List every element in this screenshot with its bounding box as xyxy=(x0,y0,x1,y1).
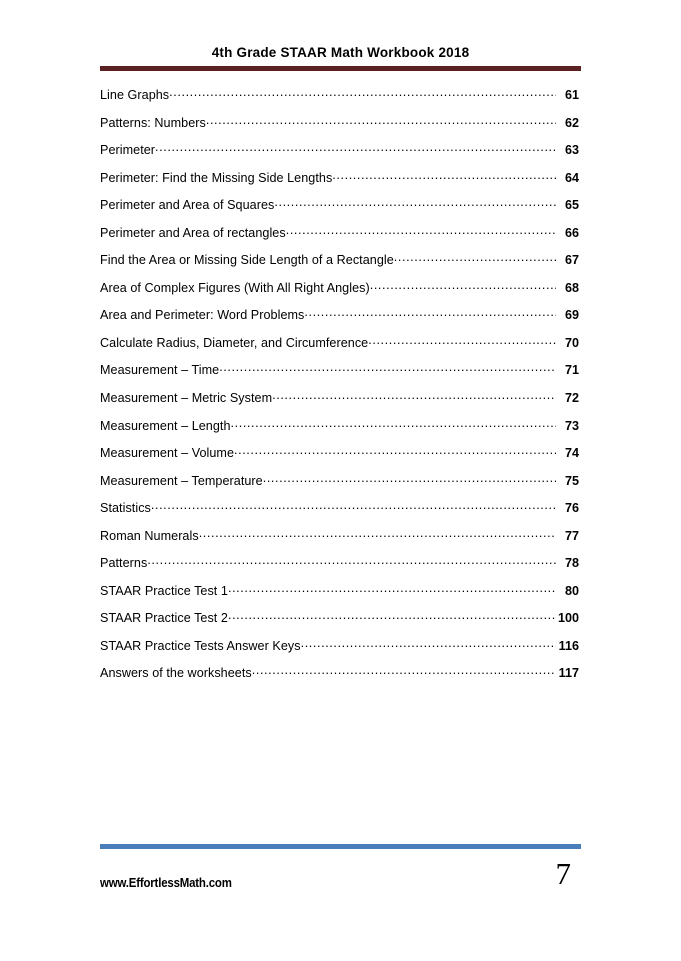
toc-entry[interactable] xyxy=(100,197,579,225)
toc-entry[interactable] xyxy=(100,610,579,638)
toc-entry-label: Statistics xyxy=(100,501,151,516)
toc-entry-label: Measurement – Metric System xyxy=(100,391,273,406)
toc-entry-label: Measurement – Time xyxy=(100,363,220,378)
website-url[interactable]: www.EffortlessMath.com xyxy=(100,875,232,890)
toc-entry-label: Line Graphs xyxy=(100,88,170,102)
toc-dot-leader xyxy=(228,610,556,622)
toc-dot-leader xyxy=(228,583,556,595)
toc-entry-page: 68 xyxy=(564,280,579,295)
toc-entry-page: 65 xyxy=(564,198,579,213)
toc-entry[interactable] xyxy=(100,225,579,253)
toc-entry-label: Patterns xyxy=(100,556,148,571)
toc-entry-page: 73 xyxy=(564,418,579,433)
toc-dot-leader xyxy=(368,335,556,347)
toc-dot-leader xyxy=(304,307,556,319)
toc-entry[interactable] xyxy=(100,583,579,611)
toc-dot-leader xyxy=(252,665,556,677)
toc-entry[interactable] xyxy=(100,170,579,198)
toc-entry-page: 63 xyxy=(564,143,579,158)
toc-entry[interactable] xyxy=(100,390,579,418)
toc-dot-leader xyxy=(394,252,556,264)
header-divider xyxy=(100,66,581,71)
toc-entry-page: 100 xyxy=(557,611,579,626)
toc-entry[interactable] xyxy=(100,252,579,280)
toc-entry-page: 62 xyxy=(564,115,579,130)
toc-entry-page: 116 xyxy=(558,638,579,653)
toc-dot-leader xyxy=(206,115,556,127)
toc-dot-leader xyxy=(286,225,556,237)
toc-entry-label: Perimeter and Area of Squares xyxy=(100,198,275,213)
toc-entry-page: 71 xyxy=(564,363,579,378)
toc-entry-page: 78 xyxy=(564,556,579,571)
toc-entry[interactable] xyxy=(100,555,579,583)
page-title: 4th Grade STAAR Math Workbook 2018 xyxy=(211,45,470,60)
toc-entry[interactable] xyxy=(100,500,579,528)
toc-entry-label: Roman Numerals xyxy=(100,528,199,543)
toc-entry[interactable] xyxy=(100,445,579,473)
toc-dot-leader xyxy=(370,280,556,292)
toc-entry-page: 74 xyxy=(564,446,579,461)
toc-entry[interactable] xyxy=(100,280,579,308)
toc-dot-leader xyxy=(147,555,556,567)
table-of-contents xyxy=(100,87,579,693)
footer-divider xyxy=(100,844,581,849)
toc-entry-label: Calculate Radius, Diameter, and Circumference xyxy=(100,335,369,350)
toc-entry-label: Perimeter xyxy=(100,143,156,158)
page-footer xyxy=(100,844,581,890)
toc-dot-leader xyxy=(151,500,556,512)
toc-entry[interactable] xyxy=(100,307,579,335)
toc-entry[interactable] xyxy=(100,418,579,446)
toc-dot-leader xyxy=(332,170,556,182)
toc-dot-leader xyxy=(263,473,556,485)
toc-entry-label: Perimeter and Area of rectangles xyxy=(100,225,286,240)
toc-dot-leader xyxy=(274,197,556,209)
toc-entry-page: 72 xyxy=(564,391,579,406)
page-number: 7 xyxy=(555,856,571,891)
toc-entry[interactable] xyxy=(100,115,579,143)
toc-dot-leader xyxy=(234,445,556,457)
toc-entry-page: 117 xyxy=(558,666,579,681)
toc-entry-label: STAAR Practice Test 1 xyxy=(100,583,228,598)
toc-entry-label: Area of Complex Figures (With All Right Angles) xyxy=(100,280,370,295)
toc-entry[interactable] xyxy=(100,87,579,115)
toc-entry[interactable] xyxy=(100,335,579,363)
toc-entry-page: 69 xyxy=(564,308,579,323)
toc-dot-leader xyxy=(155,142,556,154)
toc-entry[interactable] xyxy=(100,528,579,556)
toc-entry-label: Find the Area or Missing Side Length of a Rectangle xyxy=(100,253,394,268)
toc-entry-label: STAAR Practice Tests Answer Keys xyxy=(100,638,301,653)
toc-dot-leader xyxy=(301,638,556,650)
toc-entry-page: 64 xyxy=(564,170,579,185)
toc-entry-page: 66 xyxy=(564,225,579,240)
toc-entry-page: 70 xyxy=(564,335,579,350)
toc-entry-label: Answers of the worksheets xyxy=(100,666,252,681)
toc-entry-page: 67 xyxy=(564,253,579,268)
toc-entry-page: 75 xyxy=(564,473,579,488)
toc-entry-label: STAAR Practice Test 2 xyxy=(100,611,228,626)
toc-dot-leader xyxy=(199,528,556,540)
toc-entry-page: 76 xyxy=(564,501,579,516)
toc-entry[interactable] xyxy=(100,665,579,693)
toc-dot-leader xyxy=(169,87,556,99)
toc-entry-label: Measurement – Temperature xyxy=(100,473,263,488)
toc-entry[interactable] xyxy=(100,638,579,666)
toc-entry-page: 80 xyxy=(564,583,579,598)
toc-entry[interactable] xyxy=(100,142,579,170)
toc-entry-label: Area and Perimeter: Word Problems xyxy=(100,308,305,323)
toc-entry-label: Perimeter: Find the Missing Side Lengths xyxy=(100,170,333,185)
toc-entry[interactable] xyxy=(100,473,579,501)
toc-entry[interactable] xyxy=(100,362,579,390)
toc-entry-label: Measurement – Volume xyxy=(100,446,235,461)
toc-entry-label: Patterns: Numbers xyxy=(100,115,206,130)
toc-entry-page: 77 xyxy=(564,528,579,543)
toc-entry-page: 61 xyxy=(564,88,579,102)
toc-dot-leader xyxy=(272,390,556,402)
page-header xyxy=(100,44,581,71)
toc-dot-leader xyxy=(219,362,556,374)
toc-entry-label: Measurement – Length xyxy=(100,418,231,433)
toc-dot-leader xyxy=(231,418,556,430)
